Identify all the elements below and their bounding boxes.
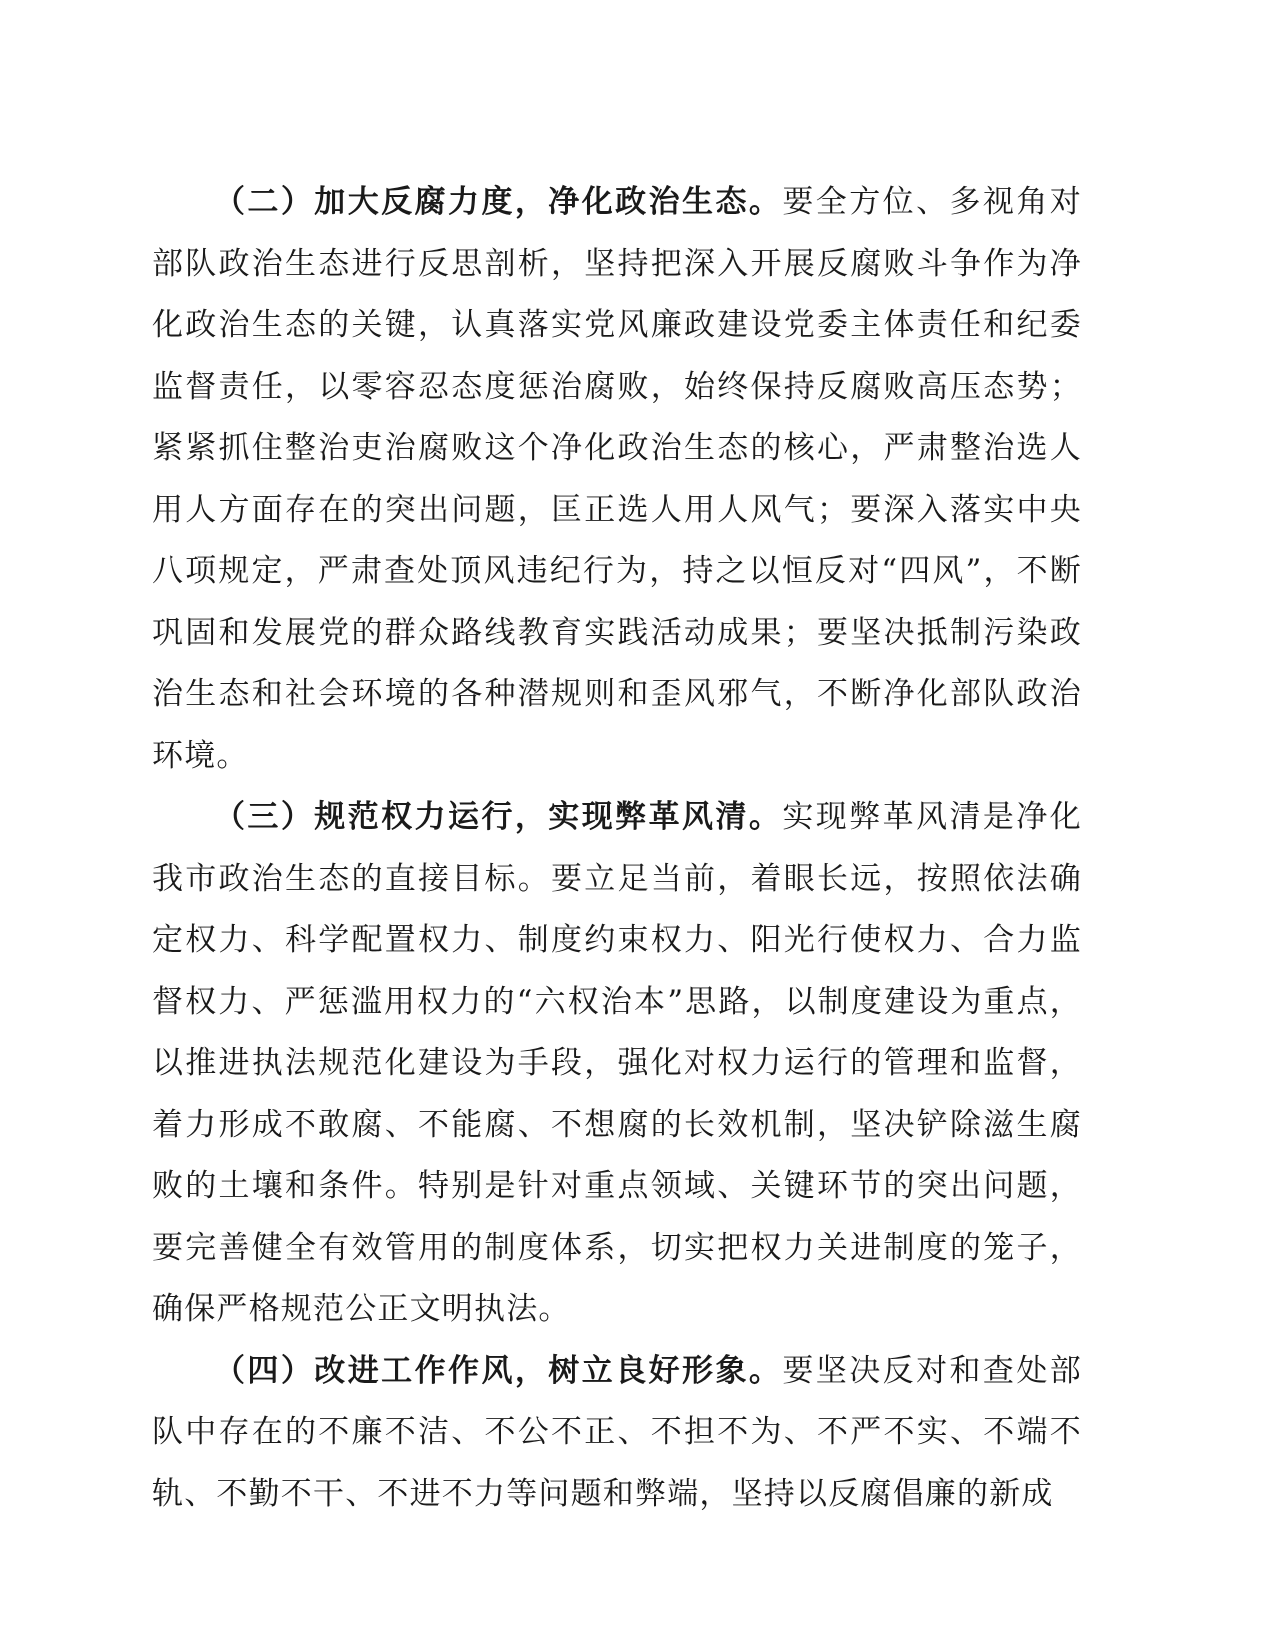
paragraph-text: 要全方位、多视角对部队政治生态进行反思剖析，坚持把深入开展反腐败斗争作为净化政治生态的关键，认真落实党风廉政建设党委主体责任和纪委监督责任，以零容忍态度惩治腐败，始终保持反腐败高压态势；紧紧抓住整治吏治腐败这个净化政治生态的核心，严肃整治选人用人方面存在的突出问题，匡正选人用人风气；要深入落实中央八项规定，严肃查处顶风违纪行为，持之以恒反对“四风”，不断巩固和发展党的群众路线教育实践活动成果；要坚决抵制污染政治生态和社会环境的各种潜规则和歪风邪气，不断净化部队政治环境。 [152,184,1082,774]
paragraph-heading: （三）规范权力运行，实现弊革风清。 [214,799,783,835]
paragraph-heading: （二）加大反腐力度，净化政治生态。 [214,184,783,220]
paragraph-heading: （四）改进工作作风，树立良好形象。 [214,1352,783,1389]
paragraph-text: 实现弊革风清是净化我市政治生态的直接目标。要立足当前，着眼长远，按照依法确定权力、科学配置权力、制度约束权力、阳光行使权力、合力监督权力、严惩滥用权力的“六权治本”思路，以制度建设为重点，以推进执法规范化建设为手段，强化对权力运行的管理和监督，着力形成不敢腐、不能腐、不想腐的长效机制，坚决铲除滋生腐败的土壤和条件。特别是针对重点领域、关键环节的突出问题，要完善健全有效管用的制度体系，切实把权力关进制度的笼子，确保严格规范公正文明执法。 [152,799,1082,1327]
document-body [152,172,1082,1525]
paragraph-text: 要坚决反对和查处部队中存在的不廉不洁、不公不正、不担不为、不严不实、不端不轨、不勤不干、不进不力等问题和弊端，坚持以反腐倡廉的新成 [152,1352,1082,1512]
paragraph-4 [152,1341,1082,1526]
paragraph-3 [152,787,1082,1341]
paragraph-2 [152,172,1082,787]
